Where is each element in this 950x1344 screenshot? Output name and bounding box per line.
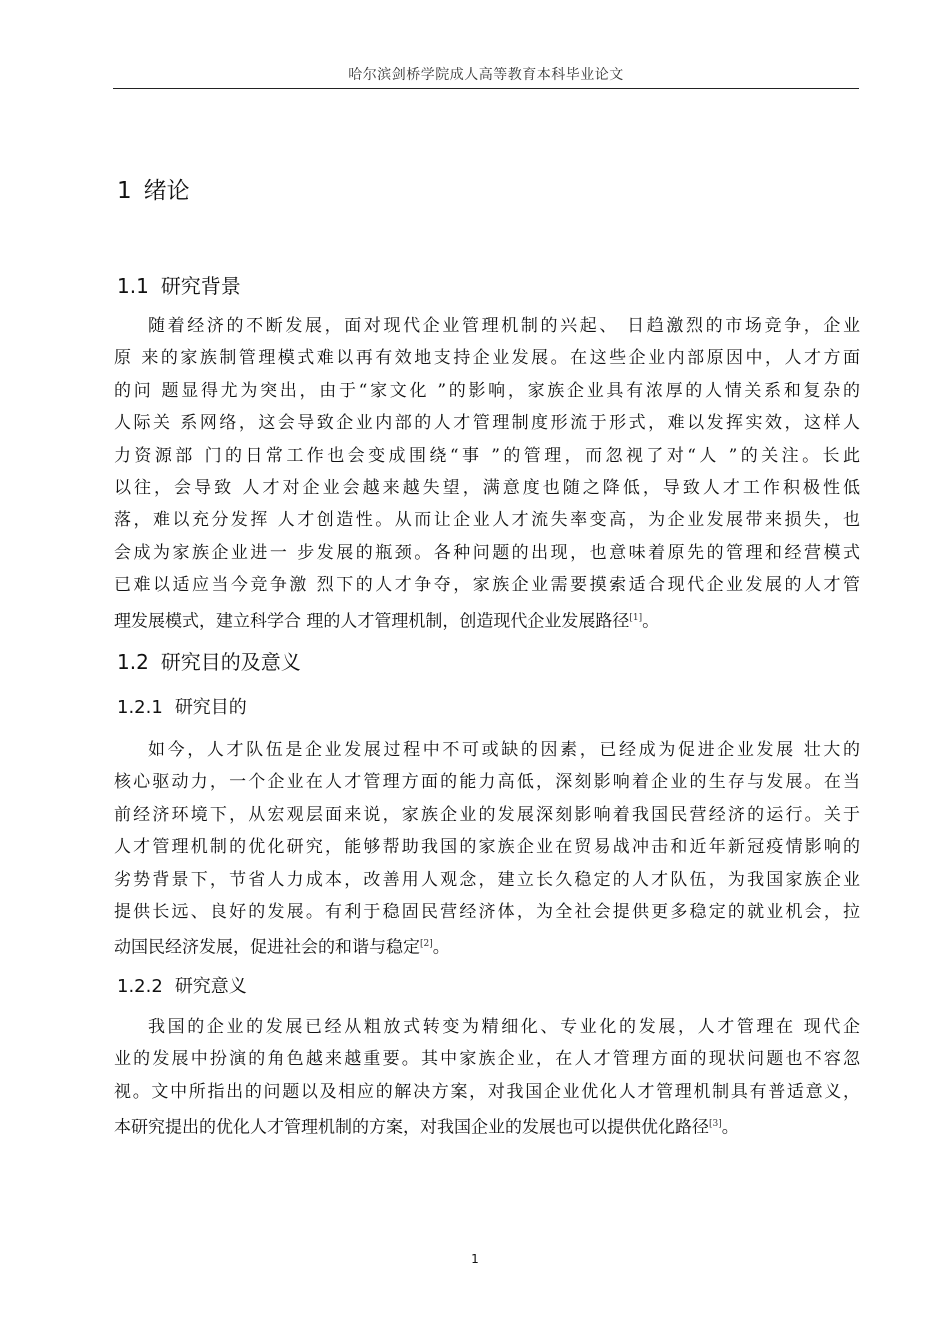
- paragraph-last-line: 本研究提出的优化人才管理机制的方案，对我国企业的发展也可以提供优化路径[3]。: [114, 1117, 739, 1138]
- subsection-heading-1-2-1: 1.2.1 研究目的: [117, 697, 247, 718]
- paragraph-last-line: 动国民经济发展，促进社会的和谐与稳定[2]。: [114, 938, 450, 958]
- citation-2: [2]: [420, 939, 433, 950]
- page-number: 1: [471, 1252, 479, 1266]
- header-rule: [113, 88, 859, 89]
- running-header: 哈尔滨剑桥学院成人高等教育本科毕业论文: [348, 67, 624, 83]
- paragraph-purpose: 如今，人才队伍是企业发展过程中不可或缺的因素，已经成为促进企业发展 壮大的 核心驱动力，一个企业在人才管理方面的能力高低，深刻影响着企业的生存与发展。在当 前经济环境下，从宏观层面来说，家族企业的发展深刻影响着我国民营经济的运行。关于 人才管理机制的优化研究，能够帮助我国的家族企业在贸易战冲击和近年新冠疫情影响的 劣势背景下，节省人力成本，改善用人观念，建立长久稳定的人才队伍，为我国家族企业 提供长远、良好的发展。有利于稳固民营经济体，为全社会提供更多稳定的就业机会，拉 动国民经济发展，促进社会的和谐与稳定[2]。: [114, 734, 860, 961]
- section-heading-1-1: 1.1 研究背景: [117, 274, 241, 298]
- paragraph-significance: 我国的企业的发展已经从粗放式转变为精细化、专业化的发展，人才管理在 现代企 业的发展中扮演的角色越来越重要。其中家族企业，在人才管理方面的现状问题也不容忽 视。文中所指出的问题以及相应的解决方案，对我国企业优化人才管理机制具有普适意义， 本研究提出的优化人才管理机制的方案，对我国企业的发展也可以提供优化路径[3]。: [114, 1011, 860, 1141]
- section-heading-1-2: 1.2 研究目的及意义: [117, 650, 301, 674]
- citation-3: [3]: [709, 1119, 722, 1130]
- citation-1: [1]: [629, 612, 643, 623]
- chapter-heading: [117, 172, 190, 205]
- paragraph-last-line: 理发展模式，建立科学合 理的人才管理机制，创造现代企业发展路径[1]。: [114, 611, 660, 632]
- paragraph-background: 随着经济的不断发展，面对现代企业管理机制的兴起、 日趋激烈的市场竞争，企业 原 来的家族制管理模式难以再有效地支持企业发展。在这些企业内部原因中，人才方面 的问 题显得尤为突出，由于“家文化 ”的影响，家族企业具有浓厚的人情关系和复杂的 人际关 系网络，这会导致企业内部的人才管理制度形流于形式，难以发挥实效，这样人 力资源部 门的日常工作也会变成围绕“事 ”的管理，而忽视了对“人 ”的关注。长此 以往，会导致 人才对企业会越来越失望，满意度也随之降低，导致人才工作积极性低 落，难以充分发挥 人才创造性。从而让企业人才流失率变高，为企业发展带来损失，也 会成为家族企业进一 步发展的瓶颈。各种问题的出现，也意味着原先的管理和经营模式 已难以适应当今竞争激 烈下的人才争夺，家族企业需要摸索适合现代企业发展的人才管 理发展模式，建立科学合 理的人才管理机制，创造现代企业发展路径[1]。: [114, 310, 860, 634]
- subsection-heading-1-2-2: 1.2.2 研究意义: [117, 976, 247, 997]
- chapter-title: 绪论: [143, 178, 190, 204]
- chapter-number: 1: [117, 178, 132, 204]
